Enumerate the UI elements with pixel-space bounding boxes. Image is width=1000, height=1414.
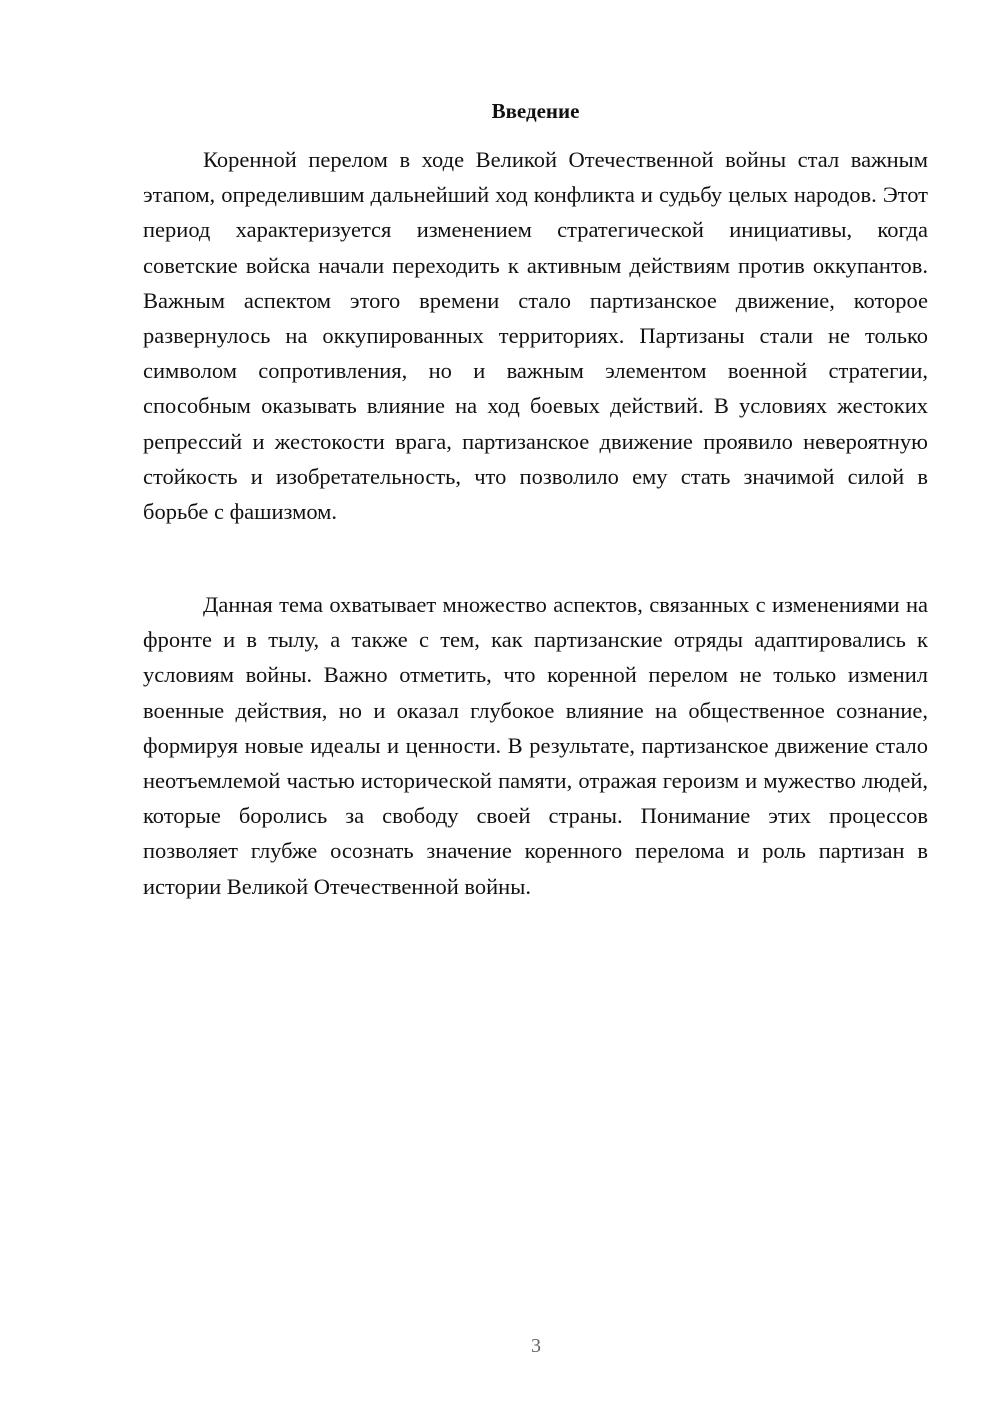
page-number: 3: [531, 1335, 541, 1357]
paragraph-intro: Коренной перелом в ходе Великой Отечественной войны стал важным этапом, определившим дальнейший ход конфликта и судьбу целых народов. Этот период характеризуется изменением стратегической инициативы, когда советские войска начали переходить к активным действиям против оккупантов. Важным аспектом этого времени стало партизанское движение, которое развернулось на оккупированных территориях. Партизаны стали не только символом сопротивления, но и важным элементом военной стратегии, способным оказывать влияние на ход боевых действий. В условиях жестоких репрессий и жестокости врага, партизанское движение проявило невероятную стойкость и изобретательность, что позволило ему стать значимой силой в борьбе с фашизмом.: [143, 147, 928, 525]
paragraph-topic: Данная тема охватывает множество аспектов, связанных с изменениями на фронте и в тылу, а также с тем, как партизанские отряды адаптировались к условиям войны. Важно отметить, что коренной перелом не только изменил военные действия, но и оказал глубокое влияние на общественное сознание, формируя новые идеалы и ценности. В результате, партизанское движение стало неотъемлемой частью исторической памяти, отражая героизм и мужество людей, которые боролись за свободу своей страны. Понимание этих процессов позволяет глубже осознать значение коренного перелома и роль партизан в истории Великой Отечественной войны.: [143, 592, 928, 899]
page-title: Введение: [491, 99, 580, 123]
